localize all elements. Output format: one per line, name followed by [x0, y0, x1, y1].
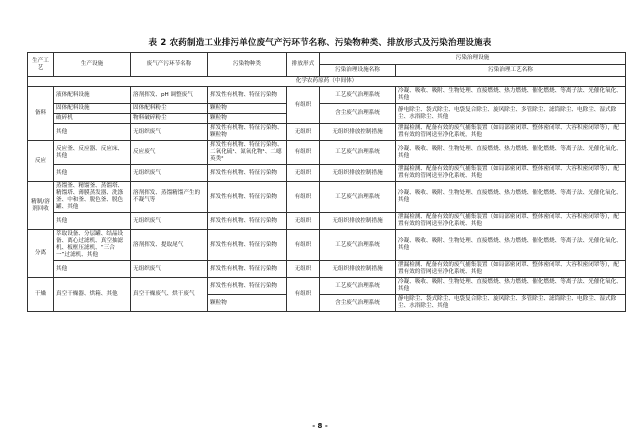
cell-emission: 无组织 — [287, 124, 320, 141]
table-row — [28, 278, 626, 295]
cell-treat-name: 工艺废气治理系统 — [320, 141, 396, 165]
cell-facility: 固体配料设施 — [54, 104, 131, 114]
cell-treat-tech: 冷凝、吸收、吸附、生物处理、直接燃烧、热力燃烧、催化燃烧、等离子法、光催化氧化、其他 — [396, 230, 626, 261]
table-row — [28, 124, 626, 141]
cell-unit: 备料 — [28, 87, 54, 141]
cell-facility: 其他 — [54, 213, 131, 230]
cell-pollutant: 挥发性有机物、特征污染物 — [208, 87, 287, 104]
cell-treat-name: 无组织排放控制措施 — [320, 124, 396, 141]
pollution-table — [27, 52, 626, 312]
cell-treat-name: 工艺废气治理系统 — [320, 278, 396, 295]
table-row — [28, 141, 626, 165]
header-treatment-group: 污染治理设施 — [320, 53, 626, 65]
cell-link: 溶剂挥发、蒸馏精馏产生的不凝气等 — [131, 182, 208, 213]
cell-emission: 有组织 — [287, 141, 320, 165]
cell-facility: 萃取设备、分层罐、结晶设备、离心过滤机、真空抽滤机、板框压滤机、“三合一”过滤机、其他 — [54, 230, 131, 261]
cell-facility: 其他 — [54, 165, 131, 182]
cell-emission: 有组织 — [287, 182, 320, 213]
cell-facility: 其他 — [54, 124, 131, 141]
table-row — [28, 261, 626, 278]
table-row — [28, 87, 626, 104]
cell-treat-name: 工艺废气治理系统 — [320, 87, 396, 104]
cell-pollutant: 挥发性有机物、特征污染物、颗粒物 — [208, 124, 287, 141]
cell-unit: 干燥 — [28, 278, 54, 312]
cell-link: 无组织废气 — [131, 124, 208, 141]
cell-pollutant: 颗粒物 — [208, 104, 287, 114]
cell-unit: 反应 — [28, 141, 54, 182]
cell-treat-tech: 泄漏检测、配备有效的废气捕集装置（如局部密闭罩、整体密闭罩、大容积密闭罩等），配置有效的管网送至净化系统、其他 — [396, 213, 626, 230]
cell-link: 固体配料粉尘 — [131, 104, 208, 114]
cell-emission: 无组织 — [287, 213, 320, 230]
header-treat-name: 污染治理设施名称 — [320, 65, 396, 77]
cell-facility: 液体配料设施 — [54, 87, 131, 104]
cell-pollutant: 挥发性有机物、特征污染物 — [208, 165, 287, 182]
table-row — [28, 104, 626, 114]
section-label: 化学农药原药（中间体） — [28, 77, 626, 87]
cell-pollutant: 挥发性有机物、特征污染物 — [208, 261, 287, 278]
table-title: 表 2 农药制造工业排污单位废气产污环节名称、污染物种类、排放形式及污染治理设施表 — [148, 38, 492, 48]
cell-treat-tech: 泄漏检测、配备有效的废气捕集装置（如局部密闭罩、整体密闭罩、大容积密闭罩等），配置有效的管网送至净化系统、其他 — [396, 261, 626, 278]
cell-link: 反应废气 — [131, 141, 208, 165]
cell-emission: 有组织 — [287, 87, 320, 124]
cell-treat-tech: 冷凝、吸收、吸附、生物处理、直接燃烧、热力燃烧、催化燃烧、等离子法、光催化氧化、其他 — [396, 278, 626, 295]
cell-link: 物料破碎粉尘 — [131, 114, 208, 124]
table-row — [28, 182, 626, 213]
header-link: 废气产污环节名称 — [131, 53, 208, 77]
cell-treat-name: 含尘废气治理系统 — [320, 104, 396, 124]
cell-treat-tech: 冷凝、吸收、吸附、生物处理、直接燃烧、热力燃烧、催化燃烧、等离子法、光催化氧化、其他 — [396, 182, 626, 213]
table-row — [28, 213, 626, 230]
cell-treat-name: 无组织排放控制措施 — [320, 261, 396, 278]
cell-treat-tech: 泄漏检测、配备有效的废气捕集装置（如局部密闭罩、整体密闭罩、大容积密闭罩等），配置有效的管网送至净化系统，其他 — [396, 124, 626, 141]
table-row — [28, 230, 626, 261]
cell-emission: 有组织 — [287, 230, 320, 261]
cell-pollutant: 挥发性有机物、特征污染物 — [208, 182, 287, 213]
cell-emission: 无组织 — [287, 261, 320, 278]
cell-treat-tech: 冷凝、吸收、吸附、生物处理、直接燃烧、热力燃烧、催化燃烧、等离子法、光催化氧化、其他 — [396, 141, 626, 165]
cell-link: 真空干燥废气、烘干废气 — [131, 278, 208, 312]
cell-pollutant: 挥发性有机物、特征污染物 — [208, 278, 287, 295]
header-facility: 生产设施 — [54, 53, 131, 77]
cell-facility: 真空干燥器、烘箱、其他 — [54, 278, 131, 312]
cell-link: 无组织废气 — [131, 165, 208, 182]
cell-treat-name: 工艺废气治理系统 — [320, 230, 396, 261]
header-pollutant: 污染物种类 — [208, 53, 287, 77]
cell-treat-name: 无组织排放控制措施 — [320, 165, 396, 182]
cell-emission: 有组织 — [287, 278, 320, 312]
page-number: - 8 - — [312, 422, 328, 430]
cell-facility: 反应釜、反应器、反应床、其他 — [54, 141, 131, 165]
cell-unit: 分离 — [28, 230, 54, 278]
cell-link: 溶剂挥发、pH 调整废气 — [131, 87, 208, 104]
cell-link: 无组织废气 — [131, 261, 208, 278]
cell-treat-tech: 静电除尘、袋式除尘、电袋复合除尘、旋风除尘、多管除尘、滤筒除尘、电除尘、湿式除尘、水浴除尘、其他 — [396, 104, 626, 124]
cell-treat-name: 含尘废气治理系统 — [320, 295, 396, 312]
cell-link: 无组织废气 — [131, 213, 208, 230]
header-emission: 排放形式 — [287, 53, 320, 77]
cell-pollutant: 颗粒物 — [208, 114, 287, 124]
header-row — [28, 53, 626, 65]
cell-facility: 破碎机 — [54, 114, 131, 124]
cell-treat-name: 工艺废气治理系统 — [320, 182, 396, 213]
cell-facility: 蒸馏釜、精馏釜、蒸馏塔、精馏塔、薄膜蒸发器、洗涤釜、中和釜、脱色釜、脱色罐、其他 — [54, 182, 131, 213]
cell-unit: 精制/溶剂回收 — [28, 182, 54, 230]
cell-treat-name: 无组织排放控制措施 — [320, 213, 396, 230]
cell-pollutant: 挥发性有机物、特征污染物 — [208, 213, 287, 230]
cell-pollutant: 挥发性有机物、特征污染物、二氧化硫¹、氮氧化物¹、二噁英类² — [208, 141, 287, 165]
cell-treat-tech: 泄漏检测、配备有效的废气捕集装置（如局部密闭罩、整体密闭罩、大容积密闭罩等），配置有效的管网送至净化系统、其他 — [396, 165, 626, 182]
table-row — [28, 165, 626, 182]
header-treat-tech: 污染治理工艺名称 — [396, 65, 626, 77]
header-unit: 生产工艺 — [28, 53, 54, 77]
section-row — [28, 77, 626, 87]
cell-treat-tech: 冷凝、吸收、吸附、生物处理、直接燃烧、热力燃烧、催化燃烧、等离子法、光催化氧化、其他 — [396, 87, 626, 104]
cell-pollutant: 挥发性有机物、特征污染物 — [208, 230, 287, 261]
cell-emission: 无组织 — [287, 165, 320, 182]
cell-pollutant: 颗粒物 — [208, 295, 287, 312]
cell-treat-tech: 静电除尘、袋式除尘、电袋复合除尘、旋风除尘、多管除尘、滤筒除尘、电除尘、湿式除尘、水浴除尘、其他 — [396, 295, 626, 312]
cell-link: 溶剂挥发、提取尾气 — [131, 230, 208, 261]
cell-facility: 其他 — [54, 261, 131, 278]
